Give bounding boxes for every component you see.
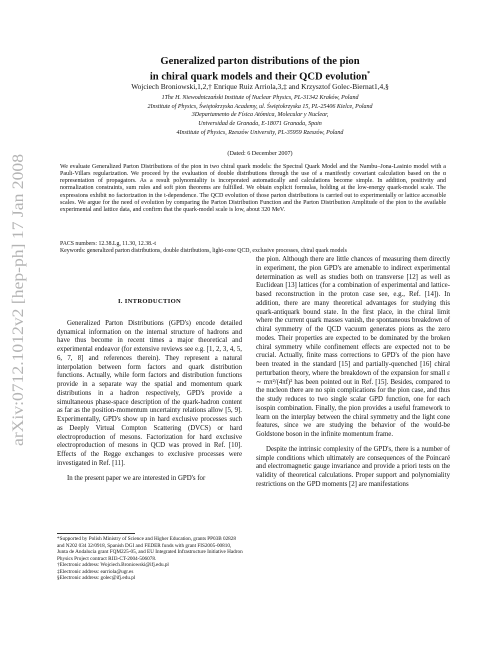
author-list: Wojciech Broniowski,1,2,† Enrique Ruiz Arriola,3,‡ and Krzysztof Golec-Biernat1,4,§ (131, 82, 389, 91)
arxiv-stamp-text: arXiv:0712.1012v2 [hep-ph] 17 Jan 2008 (10, 189, 27, 446)
affiliation-1: 1The H. Niewodniczański Institute of Nuclear Physics, PL-31342 Kraków, Poland (161, 95, 359, 101)
intro-paragraph-2-cont: the pion. Although there are little chances of measuring them directly in experiment, the pion GPD's are amenable to indirect experimental determination as well as studies both on transverse [12] as well as Euclidean [13] lattices (for a combination of experimental and lattice-based reconstruction in the proton case see, e.g., Ref. [14]). In addition, there are many theoretical advantages for studying this quark-antiquark bound state. In the first place, in the chiral limit where the current quark masses vanish, the spontaneous breakdown of chiral symmetry of the QCD vacuum generates pions as the zero modes. Their properties are expected to be dominated by the broken chiral symmetry while confinement effects are expected not to be crucial. Actually, finite mass corrections to GPD's of the pion have been treated in the standard [15] and partially-quenched [16] chiral perturbation theory, where the breakdown of the expansion for small ε ∼ mπ²/(4πf)² has been pointed out in Ref. [15]. Besides, compared to the nucleon there are no spin complications for the pion case, and thus the study reduces to two single scalar GPD function, one for each isospin combination. Finally, the pion provides a useful framework to learn on the interplay between the chiral symmetry and the light cone features, since we are studying the behavior of the would-be Goldstone boson in the infinite momentum frame. (256, 256, 450, 438)
title-line-1: Generalized parton distributions of the pion (160, 56, 360, 67)
paper-title (60, 56, 460, 84)
keywords: Keywords: generalized parton distributions, double distributions, light-cone QCD, exclusive processes, chiral quark models (60, 248, 347, 255)
footnote-email-1[interactable]: †Electronic address: Wojciech.Broniowski@ifj.edu.pl (57, 562, 169, 568)
pacs-numbers: PACS numbers: 12.38.Lg, 11.30, 12.38.-t (60, 241, 157, 247)
arxiv-stamp (2, 150, 32, 450)
intro-paragraph-1: Generalized Parton Distributions (GPD's) encode detailed dynamical information on the internal structure of hadrons and have thus become in recent times a major theoretical and experimental endeavor (for extensive reviews see e.g. [1, 2, 3, 4, 5, 6, 7, 8] and references therein). They represent a natural interpolation between form factors and quark distribution functions. Actually, while form factors and distribution functions provide in a separate way the spatial and momentum quark distributions in a hadron respectively, GPD's provide a simultaneous phase-space description of the quark-hadron content as far as the position-momentum uncertainty relations allow [5, 9]. Experimentally, GPD's show up in hard exclusive processes such as Deeply Virtual Compton Scattering (DVCS) or hard electroproduction of mesons. Factorization for hard exclusive electroproduction of mesons in QCD was proved in Ref. [10]. Effects of the Regge exchanges to exclusive processes were investigated in Ref. [11]. (57, 319, 242, 467)
footnote-funding: *Supported by Polish Ministry of Science and Higher Education, grants PP03B 02828 and N202 034 32/0918, Spanish DGI and FEDER funds with grant FIS2005-00810, Junta de Andalucía grant FQM225-05, and EU Integrated Infrastructure Initiative Hadron Physics Project contract RII3-CT-2004-506078. (57, 536, 243, 562)
title-footnote-mark[interactable]: * (367, 71, 371, 77)
section-heading: I. INTRODUCTION (117, 298, 182, 305)
right-column (256, 256, 450, 490)
left-column (57, 298, 242, 483)
date-line: (Dated: 6 December 2007) (227, 151, 293, 157)
title-line-2: in chiral quark models and their QCD evolution (149, 71, 368, 83)
affiliation-2: 2Institute of Physics, Świętokrzyska Academy, ul. Świętokrzyska 15, PL-25406 Kielce, Poland (147, 103, 373, 110)
abstract: We evaluate Generalized Parton Distributions of the pion in two chiral quark models: the Spectral Quark Model and the Nambu–Jona-Lasinio model with a Pauli-Villars regularization. We proceed by the evaluation of double distributions through the use of a manifestly covariant calculation based on the α representation of propagators. As a result polynomiality is incorporated automatically and calculations become simple. In addition, positivity and normalization constraints, sum rules and soft pion theorems are fulfilled. We obtain explicit formulas, holding at the low-energy quark-model scale. The expressions exhibit no factorization in the t-dependence. The QCD evolution of those parton distributions is carried out to experimentally or lattice accessible scales. We argue for the need of evolution by comparing the Parton Distribution Function and the Parton Distribution Amplitude of the pion to the available experimental and lattice data, and confirm that the quark-model scale is low, about 320 MeV. (60, 164, 446, 213)
intro-paragraph-2: In the present paper we are interested in GPD's for (67, 474, 206, 482)
footnote-rule (57, 533, 135, 534)
affiliations (60, 94, 460, 138)
intro-paragraph-3: Despite the intrinsic complexity of the GPD's, there is a number of simple conditions which ultimately are consequences of the Poincaré and electromagnetic gauge invariance and provide a priori tests on the validity of theoretical calculations. Proper support and polynomiality restrictions on the GPD moments [2] are manifestations (256, 445, 450, 488)
affiliation-4: 4Institute of Physics, Rzeszów University, PL-35959 Rzeszów, Poland (176, 129, 344, 136)
affiliation-3-cont: Universidad de Granada, E-18071 Granada, Spain (198, 121, 322, 128)
footnote-email-2[interactable]: ‡Electronic address: earriola@ugr.es (57, 568, 134, 575)
footnotes (57, 536, 243, 582)
affiliation-3: 3Departamento de Física Atómica, Molecular y Nuclear, (191, 112, 329, 119)
pacs-block (60, 241, 446, 255)
footnote-email-3[interactable]: §Electronic address: golec@ifj.edu.pl (57, 575, 136, 581)
